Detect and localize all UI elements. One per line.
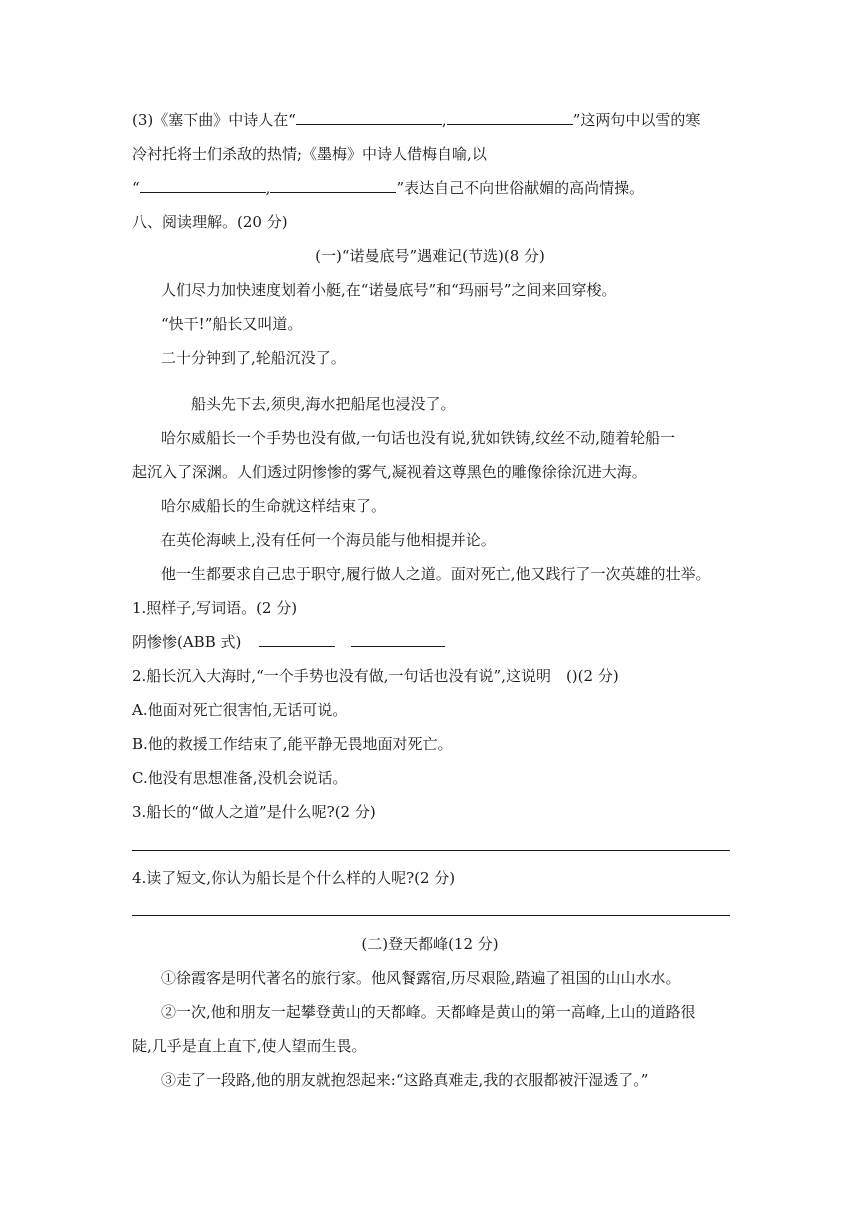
answer-blank[interactable] — [296, 110, 442, 125]
answer-blank[interactable] — [447, 110, 573, 125]
answer-line[interactable] — [132, 850, 730, 851]
answer-blank[interactable] — [351, 632, 445, 647]
question-2-option-a[interactable]: A.他面对死亡很害怕,无话可说。 — [132, 701, 348, 719]
passage-1-paragraph: 哈尔威船长的生命就这样结束了。 — [161, 497, 387, 515]
q7-3-comma: , — [441, 111, 447, 129]
passage-2-title: (二)登天都峰(12 分) — [361, 935, 499, 953]
passage-1-paragraph: 二十分钟到了,轮船沉没了。 — [161, 349, 346, 367]
passage-2-paragraph: ②一次,他和朋友一起攀登黄山的天都峰。天都峰是黄山的第一高峰,上山的道路很 — [161, 1003, 696, 1021]
passage-1-paragraph: 在英伦海峡上,没有任何一个海员能与他相提并论。 — [161, 531, 496, 549]
q7-3-line-2: 冷衬托将士们杀敌的热情;《墨梅》中诗人借梅自喻,以 — [132, 145, 487, 163]
question-1-example-row — [132, 632, 445, 652]
section-heading: 八、阅读理解。(20 分) — [132, 213, 288, 231]
answer-blank[interactable] — [270, 178, 396, 193]
passage-1-paragraph: 哈尔威船长一个手势也没有做,一句话也没有说,犹如铁铸,纹丝不动,随着轮船一 — [161, 429, 676, 447]
passage-2-paragraph: ③走了一段路,他的朋友就抱怨起来:“这路真难走,我的衣服都被汗湿透了。” — [161, 1071, 649, 1089]
q7-3-text-b: ”这两句中以雪的寒 — [572, 111, 701, 129]
q7-3-text-a: (3)《塞下曲》中诗人在“ — [132, 111, 296, 129]
question-1-example: 阴惨惨(ABB 式) — [132, 633, 242, 651]
passage-2-paragraph-cont: 陡,几乎是直上直下,使人望而生畏。 — [132, 1037, 367, 1055]
q7-3-line-3 — [132, 178, 644, 198]
question-2: 2.船长沉入大海时,“一个手势也没有做,一句话也没有说”,这说明 ()(2 分) — [132, 667, 619, 685]
q7-3-line-1 — [132, 110, 700, 130]
q7-3-text-c: ”表达自己不向世俗献媚的高尚情操。 — [396, 179, 645, 197]
answer-blank[interactable] — [140, 178, 266, 193]
question-1: 1.照样子,写词语。(2 分) — [132, 599, 298, 617]
question-3: 3.船长的“做人之道”是什么呢?(2 分) — [132, 803, 376, 821]
passage-1-paragraph-cont: 起沉入了深渊。人们透过阴惨惨的雾气,凝视着这尊黑色的雕像徐徐沉进大海。 — [132, 463, 647, 481]
passage-2-paragraph: ①徐霞客是明代著名的旅行家。他风餐露宿,历尽艰险,踏遍了祖国的山山水水。 — [161, 969, 681, 987]
question-2-option-c[interactable]: C.他没有思想准备,没机会说话。 — [132, 769, 348, 787]
q7-3-comma: , — [265, 179, 271, 197]
question-4: 4.读了短文,你认为船长是个什么样的人呢?(2 分) — [132, 869, 456, 887]
passage-1-paragraph: 船头先下去,须臾,海水把船尾也浸没了。 — [191, 395, 456, 413]
passage-1-paragraph: “快干!”船长又叫道。 — [161, 315, 303, 333]
passage-1-paragraph: 他一生都要求自己忠于职守,履行做人之道。面对死亡,他又践行了一次英雄的壮举。 — [161, 565, 711, 583]
answer-line[interactable] — [132, 915, 730, 916]
passage-1-title: (一)“诺曼底号”遇难记(节选)(8 分) — [315, 247, 545, 265]
answer-blank[interactable] — [259, 632, 335, 647]
q7-3-open-quote: “ — [132, 179, 140, 197]
passage-1-paragraph: 人们尽力加快速度划着小艇,在“诺曼底号”和“玛丽号”之间来回穿梭。 — [161, 281, 617, 299]
question-2-option-b[interactable]: B.他的救援工作结束了,能平静无畏地面对死亡。 — [132, 735, 453, 753]
